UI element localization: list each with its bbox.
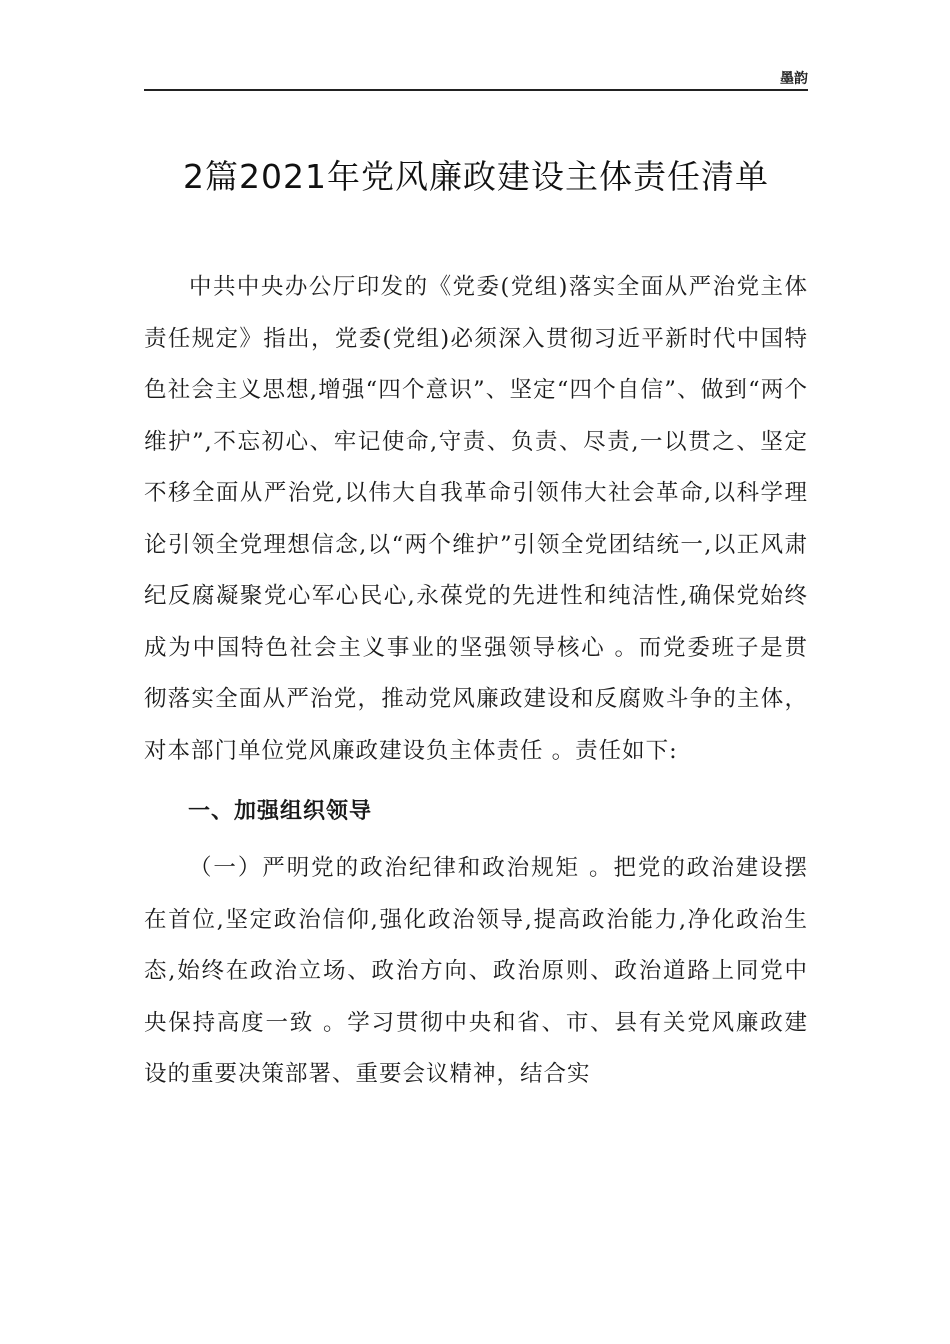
header-brand: 墨韵 (780, 71, 808, 87)
section-heading: 一、加强组织领导 (188, 799, 373, 824)
header-rule (144, 89, 808, 91)
document-body (144, 262, 808, 1101)
section-paragraph: （一）严明党的政治纪律和政治规矩 。把党的政治建设摆在首位,坚定政治信仰,强化政治领导,提高政治能力,净化政治生态,始终在政治立场、政治方向、政治原则、政治道路上同党中央保持高度一致 。学习贯彻中央和省、市、县有关党风廉政建设的重要决策部署、重要会议精神，结合实 (144, 855, 808, 1087)
intro-paragraph: 中共中央办公厅印发的《党委(党组)落实全面从严治党主体责任规定》指出，党委(党组)必须深入贯彻习近平新时代中国特色社会主义思想,增强“四个意识”、坚定“四个自信”、做到“两个维护”,不忘初心、牢记使命,守责、负责、尽责,一以贯之、坚定不移全面从严治党,以伟大自我革命引领伟大社会革命,以科学理论引领全党理想信念,以“两个维护”引领全党团结统一,以正风肃纪反腐凝聚党心军心民心,永葆党的先进性和纯洁性,确保党始终成为中国特色社会主义事业的坚强领导核心 。而党委班子是贯彻落实全面从严治党，推动党风廉政建设和反腐败斗争的主体，对本部门单位党风廉政建设负主体责任 。责任如下: (144, 274, 808, 764)
document-title: 2篇2021年党风廉政建设主体责任清单 (183, 157, 769, 196)
